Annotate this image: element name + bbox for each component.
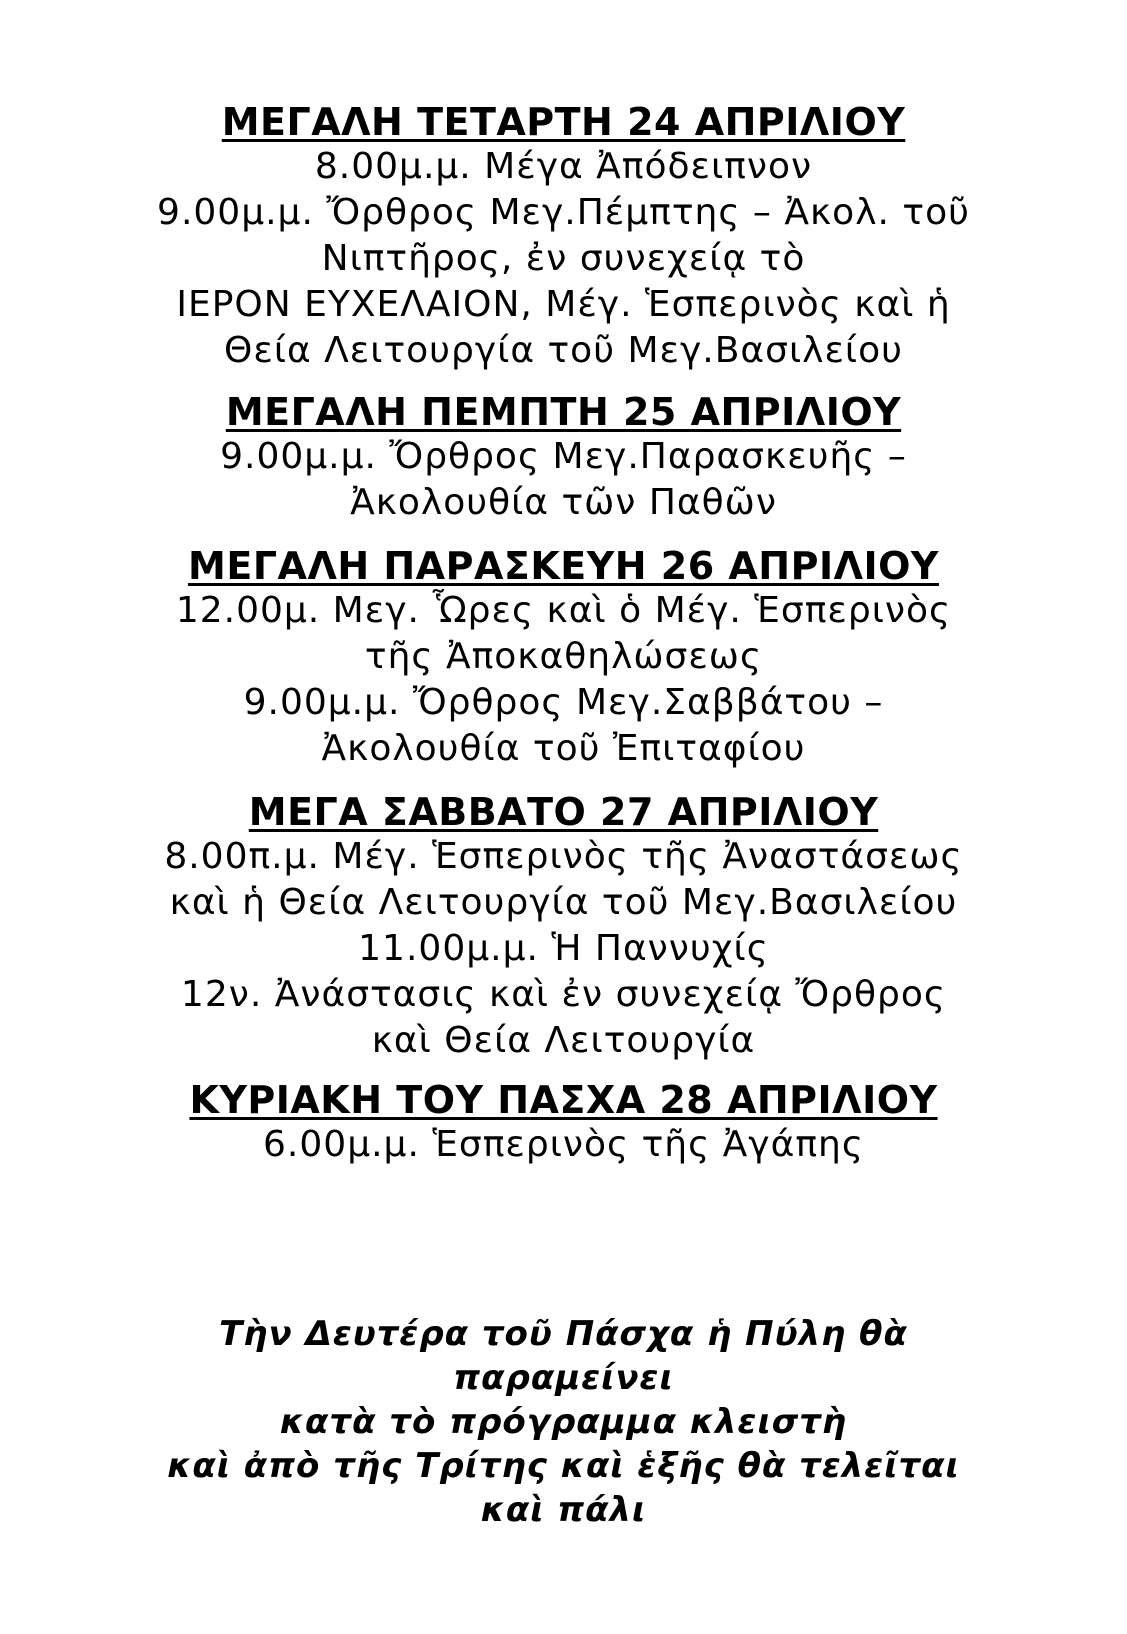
- section-heading: ΜΕΓΑΛΗ ΠΕΜΠΤΗ 25 ΑΠΡΙΛΙΟΥ: [225, 390, 902, 434]
- notice-line: καὶ πάλι: [480, 1490, 647, 1530]
- schedule-line: Νιπτῆρος, ἐν συνεχείᾳ τὸ: [321, 238, 806, 279]
- schedule-line: ΙΕΡΟΝ ΕΥΧΕΛΑΙΟΝ, Μέγ. Ἑσπερινὸς καὶ ἡ: [176, 284, 951, 325]
- section-heading: ΜΕΓΑΛΗ ΤΕΤΑΡΤΗ 24 ΑΠΡΙΛΙΟΥ: [221, 100, 906, 144]
- schedule-line: καὶ ἡ Θεία Λειτουργία τοῦ Μεγ.Βασιλείου: [169, 882, 958, 923]
- closing-notice: [0, 1312, 1127, 1532]
- notice-line: καὶ ἀπὸ τῆς Τρίτης καὶ ἑξῆς θὰ τελεῖται: [167, 1446, 960, 1486]
- schedule-line: Ἀκολουθία τῶν Παθῶν: [350, 482, 777, 523]
- schedule-section-saturday: [0, 790, 1127, 1064]
- schedule-line: τῆς Ἀποκαθηλώσεως: [364, 636, 763, 677]
- schedule-line: Ἀκολουθία τοῦ Ἐπιταφίου: [321, 728, 806, 769]
- notice-line: κατὰ τὸ πρόγραμμα κλειστὴ: [279, 1402, 848, 1442]
- schedule-line: 9.00μ.μ. Ὄρθρος Μεγ.Σαββάτου –: [243, 682, 884, 723]
- schedule-line: 12.00μ. Μεγ. Ὧρες καὶ ὁ Μέγ. Ἑσπερινὸς: [175, 590, 952, 631]
- section-heading: ΚΥΡΙΑΚΗ ΤΟΥ ΠΑΣΧΑ 28 ΑΠΡΙΛΙΟΥ: [189, 1078, 938, 1122]
- schedule-line: 11.00μ.μ. Ἡ Παννυχίς: [358, 928, 769, 969]
- schedule-section-thursday: [0, 390, 1127, 526]
- schedule-section-wednesday: [0, 100, 1127, 374]
- notice-line: παραμείνει: [453, 1358, 674, 1398]
- schedule-line: 8.00π.μ. Μέγ. Ἑσπερινὸς τῆς Ἀναστάσεως: [164, 836, 963, 877]
- schedule-section-friday: [0, 544, 1127, 772]
- schedule-line: 8.00μ.μ. Μέγα Ἀπόδειπνον: [314, 146, 813, 187]
- schedule-line: 6.00μ.μ. Ἑσπερινὸς τῆς Ἀγάπης: [263, 1124, 864, 1165]
- schedule-line: 12ν. Ἀνάστασις καὶ ἐν συνεχείᾳ Ὄρθρος: [180, 974, 947, 1015]
- schedule-line: 9.00μ.μ. Ὄρθρος Μεγ.Παρασκευῆς –: [220, 436, 907, 477]
- schedule-line: καὶ Θεία Λειτουργία: [371, 1020, 756, 1061]
- schedule-line: Θεία Λειτουργία τοῦ Μεγ.Βασιλείου: [224, 330, 903, 371]
- schedule-line: 9.00μ.μ. Ὄρθρος Μεγ.Πέμπτης – Ἀκολ. τοῦ: [157, 192, 970, 233]
- section-heading: ΜΕΓΑΛΗ ΠΑΡΑΣΚΕΥΗ 26 ΑΠΡΙΛΙΟΥ: [188, 544, 939, 588]
- notice-line: Τὴν Δευτέρα τοῦ Πάσχα ἡ Πύλη θὰ: [219, 1314, 908, 1354]
- section-heading: ΜΕΓΑ ΣΑΒΒΑΤΟ 27 ΑΠΡΙΛΙΟΥ: [248, 790, 879, 834]
- schedule-section-easter-sunday: [0, 1078, 1127, 1168]
